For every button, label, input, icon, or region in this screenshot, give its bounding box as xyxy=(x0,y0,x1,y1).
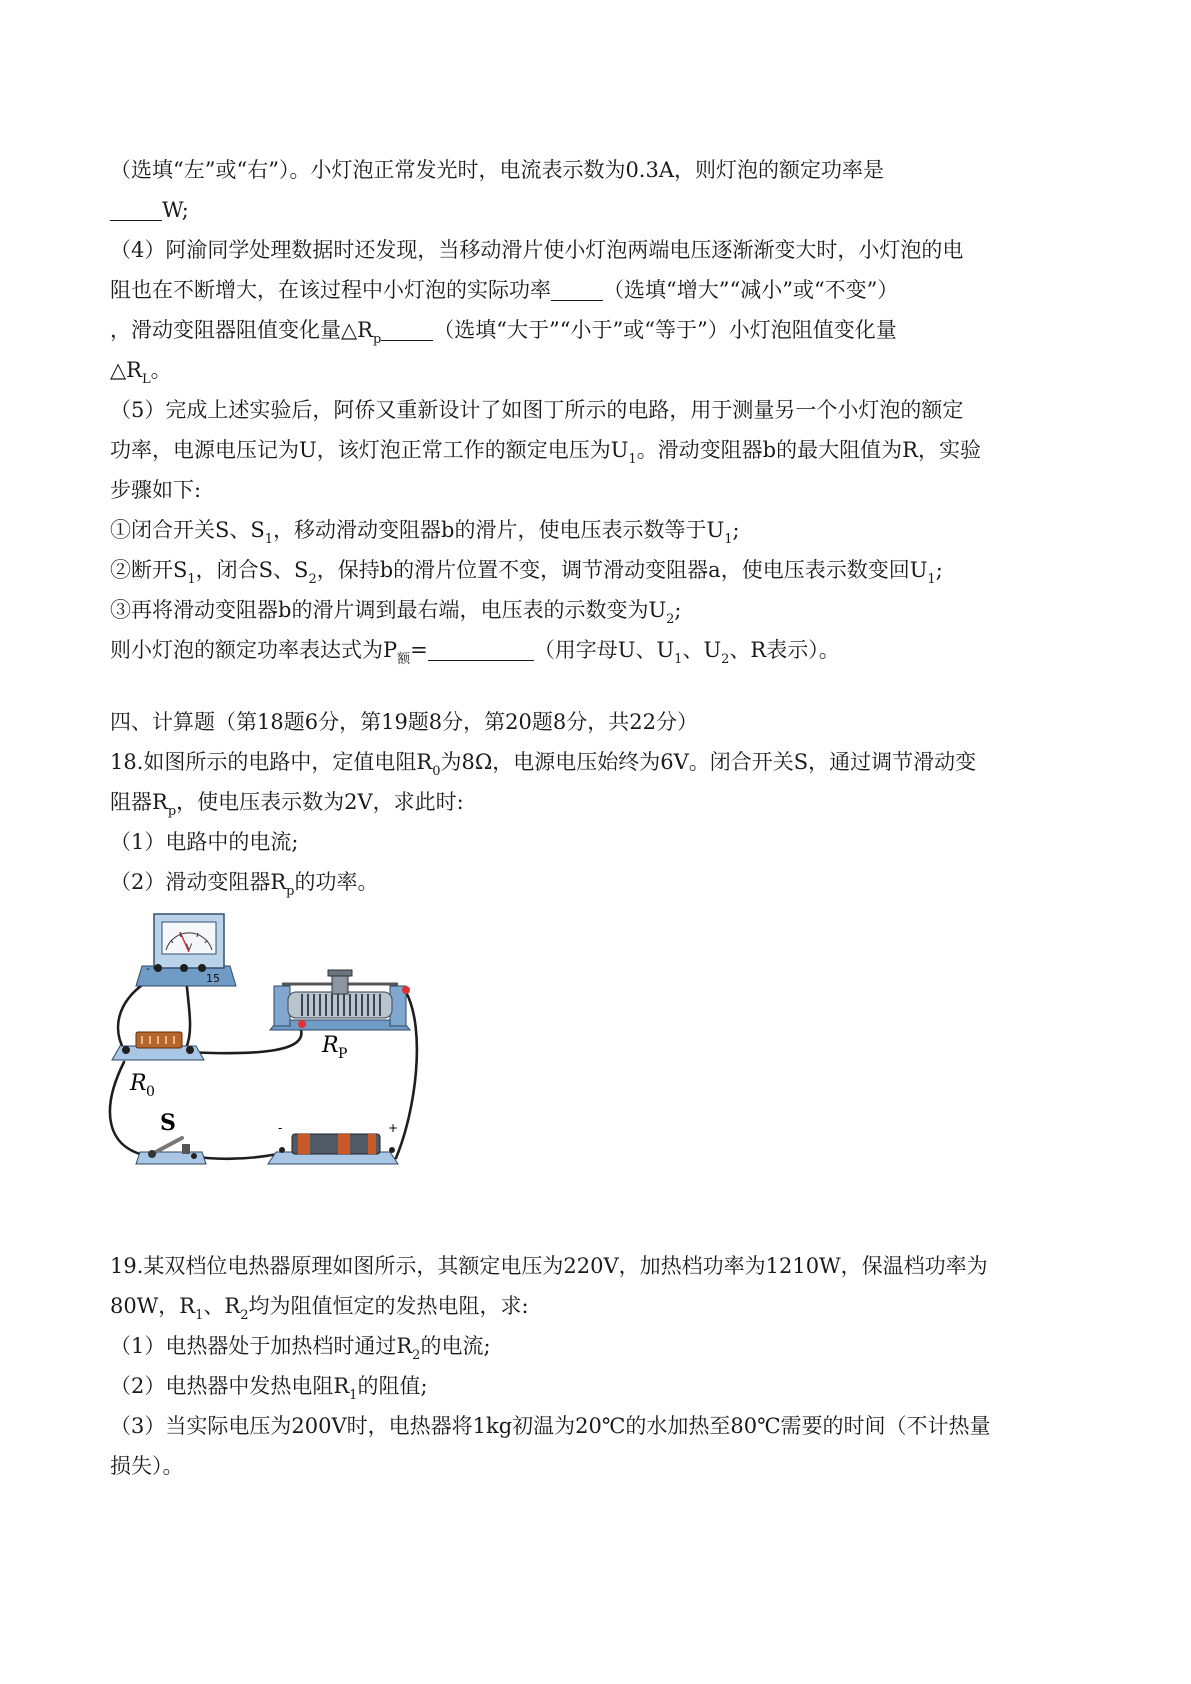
q19-line-1: 19.某双档位电热器原理如图所示，其额定电压为220V，加热档功率为1210W，保温档功率为 xyxy=(110,1254,988,1278)
q19-sub-3: （3）当实际电压为200V时，电热器将1kg初温为20℃的水加热至80℃需要的时间（不计热量 xyxy=(110,1414,991,1438)
switch-s xyxy=(136,1138,206,1164)
rheostat-terminal-left xyxy=(298,1020,306,1028)
wire-r0-to-rp xyxy=(186,1030,301,1053)
rp-label: R xyxy=(322,1033,339,1058)
section-heading: 四、计算题（第18题6分，第19题8分，第20题8分，共22分） xyxy=(110,710,698,734)
voltmeter xyxy=(136,914,236,986)
q17-part4-line-3: ，滑动变阻器阻值变化量$\triangle R_p$ （选填“大于”“小于”或“等于”）小灯泡阻值变化量 xyxy=(110,318,897,347)
q17-part4-line-2: 阻也在不断增大，在该过程中小灯泡的实际功率 （选填“增大”“减小”或“不变”） xyxy=(110,278,899,302)
rheostat-rp xyxy=(270,970,410,1030)
q17-part5-line-3: 步骤如下: xyxy=(110,478,202,502)
voltmeter-terminal-mid xyxy=(180,964,188,972)
voltmeter-range-label: 15 xyxy=(206,972,220,985)
q18-line-1: 18.如图所示的电路中，定值电阻$R_0$为8Ω，电源电压始终为6V。闭合开关S，通过调节滑动变 xyxy=(110,750,977,779)
q17-part5-line-1: （5）完成上述实验后，阿侨又重新设计了如图丁所示的电路，用于测量另一个小灯泡的额定 xyxy=(110,398,964,422)
q18-sub-2: （2）滑动变阻器$R_p$的功率。 xyxy=(110,870,379,899)
wire-meter-right xyxy=(186,976,190,1048)
q18-line-2: 阻器$R_p$，使电压表示数为2V，求此时: xyxy=(110,790,464,819)
q17-step-2: ②断开$S_1$，闭合S、$S_2$，保持b的滑片位置不变，调节滑动变阻器a，使电压表示数变回$U_1$; xyxy=(110,558,943,587)
r0-label: R xyxy=(130,1071,147,1096)
answer-blank-resistance-change[interactable] xyxy=(381,318,433,341)
voltmeter-label: V xyxy=(186,943,193,953)
rheostat-terminal-right xyxy=(402,986,410,994)
q17-line-1: （选填“左”或“右”）。小灯泡正常发光时，电流表示数为0.3A，则灯泡的额定功率是 xyxy=(110,158,885,182)
exam-page xyxy=(110,150,1090,1486)
q17-step-1: ①闭合开关S、$S_1$，移动滑动变阻器b的滑片，使电压表示数等于$U_1$; xyxy=(110,518,740,547)
voltmeter-terminal-15 xyxy=(198,964,206,972)
r0-label-sub: 0 xyxy=(146,1084,155,1100)
voltmeter-minus-label: - xyxy=(146,962,150,975)
circuit-figure xyxy=(106,910,436,1180)
circuit-diagram xyxy=(106,910,436,1180)
battery xyxy=(268,1134,398,1164)
voltmeter-terminal-minus xyxy=(154,964,162,972)
q17-line-2: W; xyxy=(110,190,1090,230)
q18-sub-1: （1）电路中的电流; xyxy=(110,830,299,854)
q19-sub-3-cont: 损失）。 xyxy=(110,1454,184,1478)
battery-minus-label: - xyxy=(278,1121,283,1135)
q17-part4-line-4: $\triangle R_L$。 xyxy=(110,358,172,387)
q19-line-2: 80W，$R_1$、$R_2$均为阻值恒定的发热电阻，求: xyxy=(110,1294,529,1323)
q17-step-3: ③再将滑动变阻器b的滑片调到最右端，电压表的示数变为$U_2$; xyxy=(110,598,682,627)
battery-plus-label: + xyxy=(388,1121,399,1135)
answer-blank-actual-power[interactable] xyxy=(551,278,603,301)
q17-part4-line-1: （4）阿渝同学处理数据时还发现，当移动滑片使小灯泡两端电压逐渐渐变大时，小灯泡的电 xyxy=(110,238,964,262)
answer-blank-formula[interactable] xyxy=(428,638,534,661)
q17-formula-line: 则小灯泡的额定功率表达式为$P_额=$ （用字母U、$U_1$、$U_2$、R表示）。 xyxy=(110,638,840,667)
switch-label: S xyxy=(160,1110,176,1136)
answer-blank-power[interactable] xyxy=(110,198,162,221)
q19-sub-2: （2）电热器中发热电阻$R_1$的阻值; xyxy=(110,1374,428,1403)
q17-part5-line-2: 功率，电源电压记为U，该灯泡正常工作的额定电压为$U_1$。滑动变阻器b的最大阻值为R，实验 xyxy=(110,438,981,467)
rp-label-sub: P xyxy=(338,1046,348,1062)
q19-sub-1: （1）电热器处于加热档时通过$R_2$的电流; xyxy=(110,1334,491,1363)
